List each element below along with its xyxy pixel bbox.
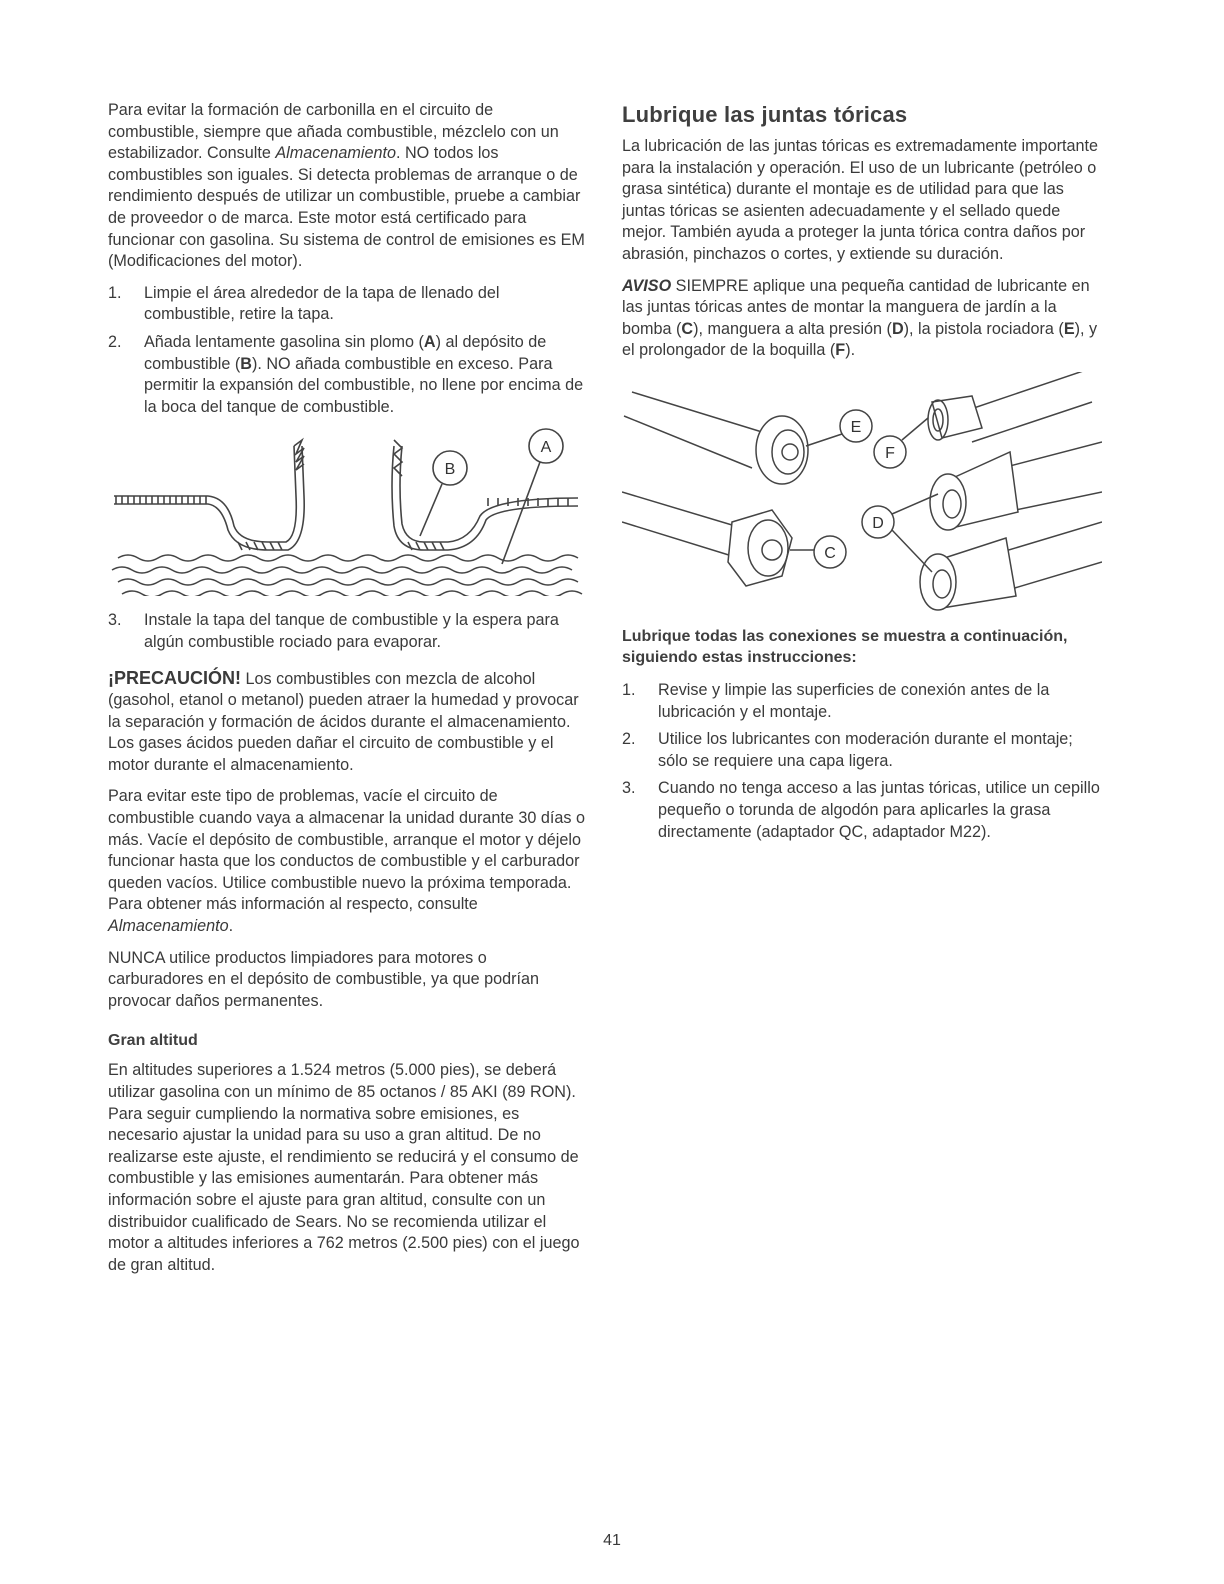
fuel-steps-list (108, 283, 586, 419)
storage-paragraph: Para evitar este tipo de problemas, vacíe el circuito de combustible cuando vaya a almacenar la unidad durante 30 días o más. Vacíe el depósito de combustible, arranque el motor y déjelo funcionar hasta que los conductos de combustible y el carburador queden vacíos. Utilice combustible nuevo la próxima temporada. Para obtener más información al respecto, consulte Almacenamiento. (108, 787, 585, 936)
figure-label-d: D (872, 514, 884, 532)
fuel-steps-list-cont (108, 610, 586, 653)
fuel-tank-figure (108, 426, 586, 596)
list-item: 3. Instale la tapa del tanque de combustible y la espera para algún combustible rociado para evaporar. (108, 611, 559, 651)
list-item: 3. Cuando no tenga acceso a las juntas tóricas, utilice un cepillo pequeño o torunda de algodón para aplicarles la grasa directamente (adaptador QC, adaptador M22). (622, 779, 1100, 841)
caution-label: ¡PRECAUCIÓN! (108, 667, 241, 688)
intro-paragraph: Para evitar la formación de carbonilla en el circuito de combustible, siempre que añada combustible, mézclelo con un estabilizador. Consulte Almacenamiento. NO todos los combustibles son iguales. Si detecta problemas de arranque o de rendimiento después de utilizar un combustible, pruebe a cambiar de proveedor o de marca. Este motor está certificado para funcionar con gasolina. Su sistema de control de emisiones es EM (Modificaciones del motor). (108, 101, 585, 271)
page-number: 41 (603, 1532, 621, 1549)
figure-label-e: E (850, 418, 862, 436)
lubrication-steps-list (622, 680, 1102, 843)
left-column (108, 100, 586, 1286)
altitude-paragraph: En altitudes superiores a 1.524 metros (5.000 pies), se deberá utilizar gasolina con un mínimo de 85 octanos / 85 AKI (89 RON). Para seguir cumpliendo la normativa sobre emisiones, es necesario ajustar la unidad para su uso a gran altitud. De no realizarse este ajuste, el rendimiento se reducirá y el consumo de combustible y las emisiones aumentarán. Para obtener más información sobre el ajuste para gran altitud, consulte con un distribuidor cualificado de Sears. No se recomienda utilizar el motor a altitudes inferiores a 762 metros (2.500 pies) con el juego de gran altitud. (108, 1061, 580, 1274)
list-item: 2. Utilice los lubricantes con moderación durante el montaje; sólo se requiere una capa ligera. (622, 730, 1073, 770)
list-item: 2. Añada lentamente gasolina sin plomo (A) al depósito de combustible (B). NO añada combustible en exceso. Para permitir la expansión del combustible, no llene por encima de la boca del tanque de combustible. (108, 332, 584, 416)
list-item: 1. Limpie el área alrededor de la tapa de llenado del combustible, retire la tapa. (108, 283, 500, 324)
aviso-label: AVISO (622, 276, 672, 295)
list-item: 1. Revise y limpie las superficies de conexión antes de la lubricación y el montaje. (622, 680, 1050, 721)
figure-label-c: C (824, 544, 836, 562)
figure-label-f: F (885, 444, 895, 462)
right-column (622, 100, 1102, 851)
storage-reference: Almacenamiento (108, 917, 229, 936)
aviso-paragraph: AVISO SIEMPRE aplique una pequeña cantidad de lubricante en las juntas tóricas antes de montar la manguera de jardín a la bomba (C), manguera a alta presión (D), la pistola rociadora (E), y el prolongador de la boquilla (F). (622, 276, 1098, 360)
connections-subheading: Lubrique todas las conexiones se muestra a continuación, siguiendo estas instrucciones: (622, 627, 1068, 666)
figure-label-b: B (444, 461, 456, 479)
o-ring-figure (622, 372, 1102, 612)
section-heading: Lubrique las juntas tóricas (622, 102, 908, 127)
caution-paragraph: ¡PRECAUCIÓN! Los combustibles con mezcla de alcohol (gasohol, etanol o metanol) pueden atraer la humedad y provocar la separación y formación de ácidos durante el almacenamiento. Los gases ácidos pueden dañar el circuito de combustible y el motor durante el almacenamiento. (108, 667, 579, 774)
lubrication-intro: La lubricación de las juntas tóricas es extremadamente importante para la instalación y operación. El uso de un lubricante (petróleo o grasa sintética) durante el montaje es de utilidad para que las juntas tóricas se asienten adecuadamente y el sellado quede mejor. También ayuda a proteger la junta tórica contra daños por abrasión, pinchazos o cortes, y extiende su duración. (622, 137, 1098, 263)
cleaner-warning: NUNCA utilice productos limpiadores para motores o carburadores en el depósito de combustible, ya que podrían provocar daños permanentes. (108, 948, 540, 1010)
figure-label-a: A (540, 439, 552, 457)
storage-reference: Almacenamiento (275, 144, 396, 163)
altitude-heading: Gran altitud (108, 1032, 198, 1050)
